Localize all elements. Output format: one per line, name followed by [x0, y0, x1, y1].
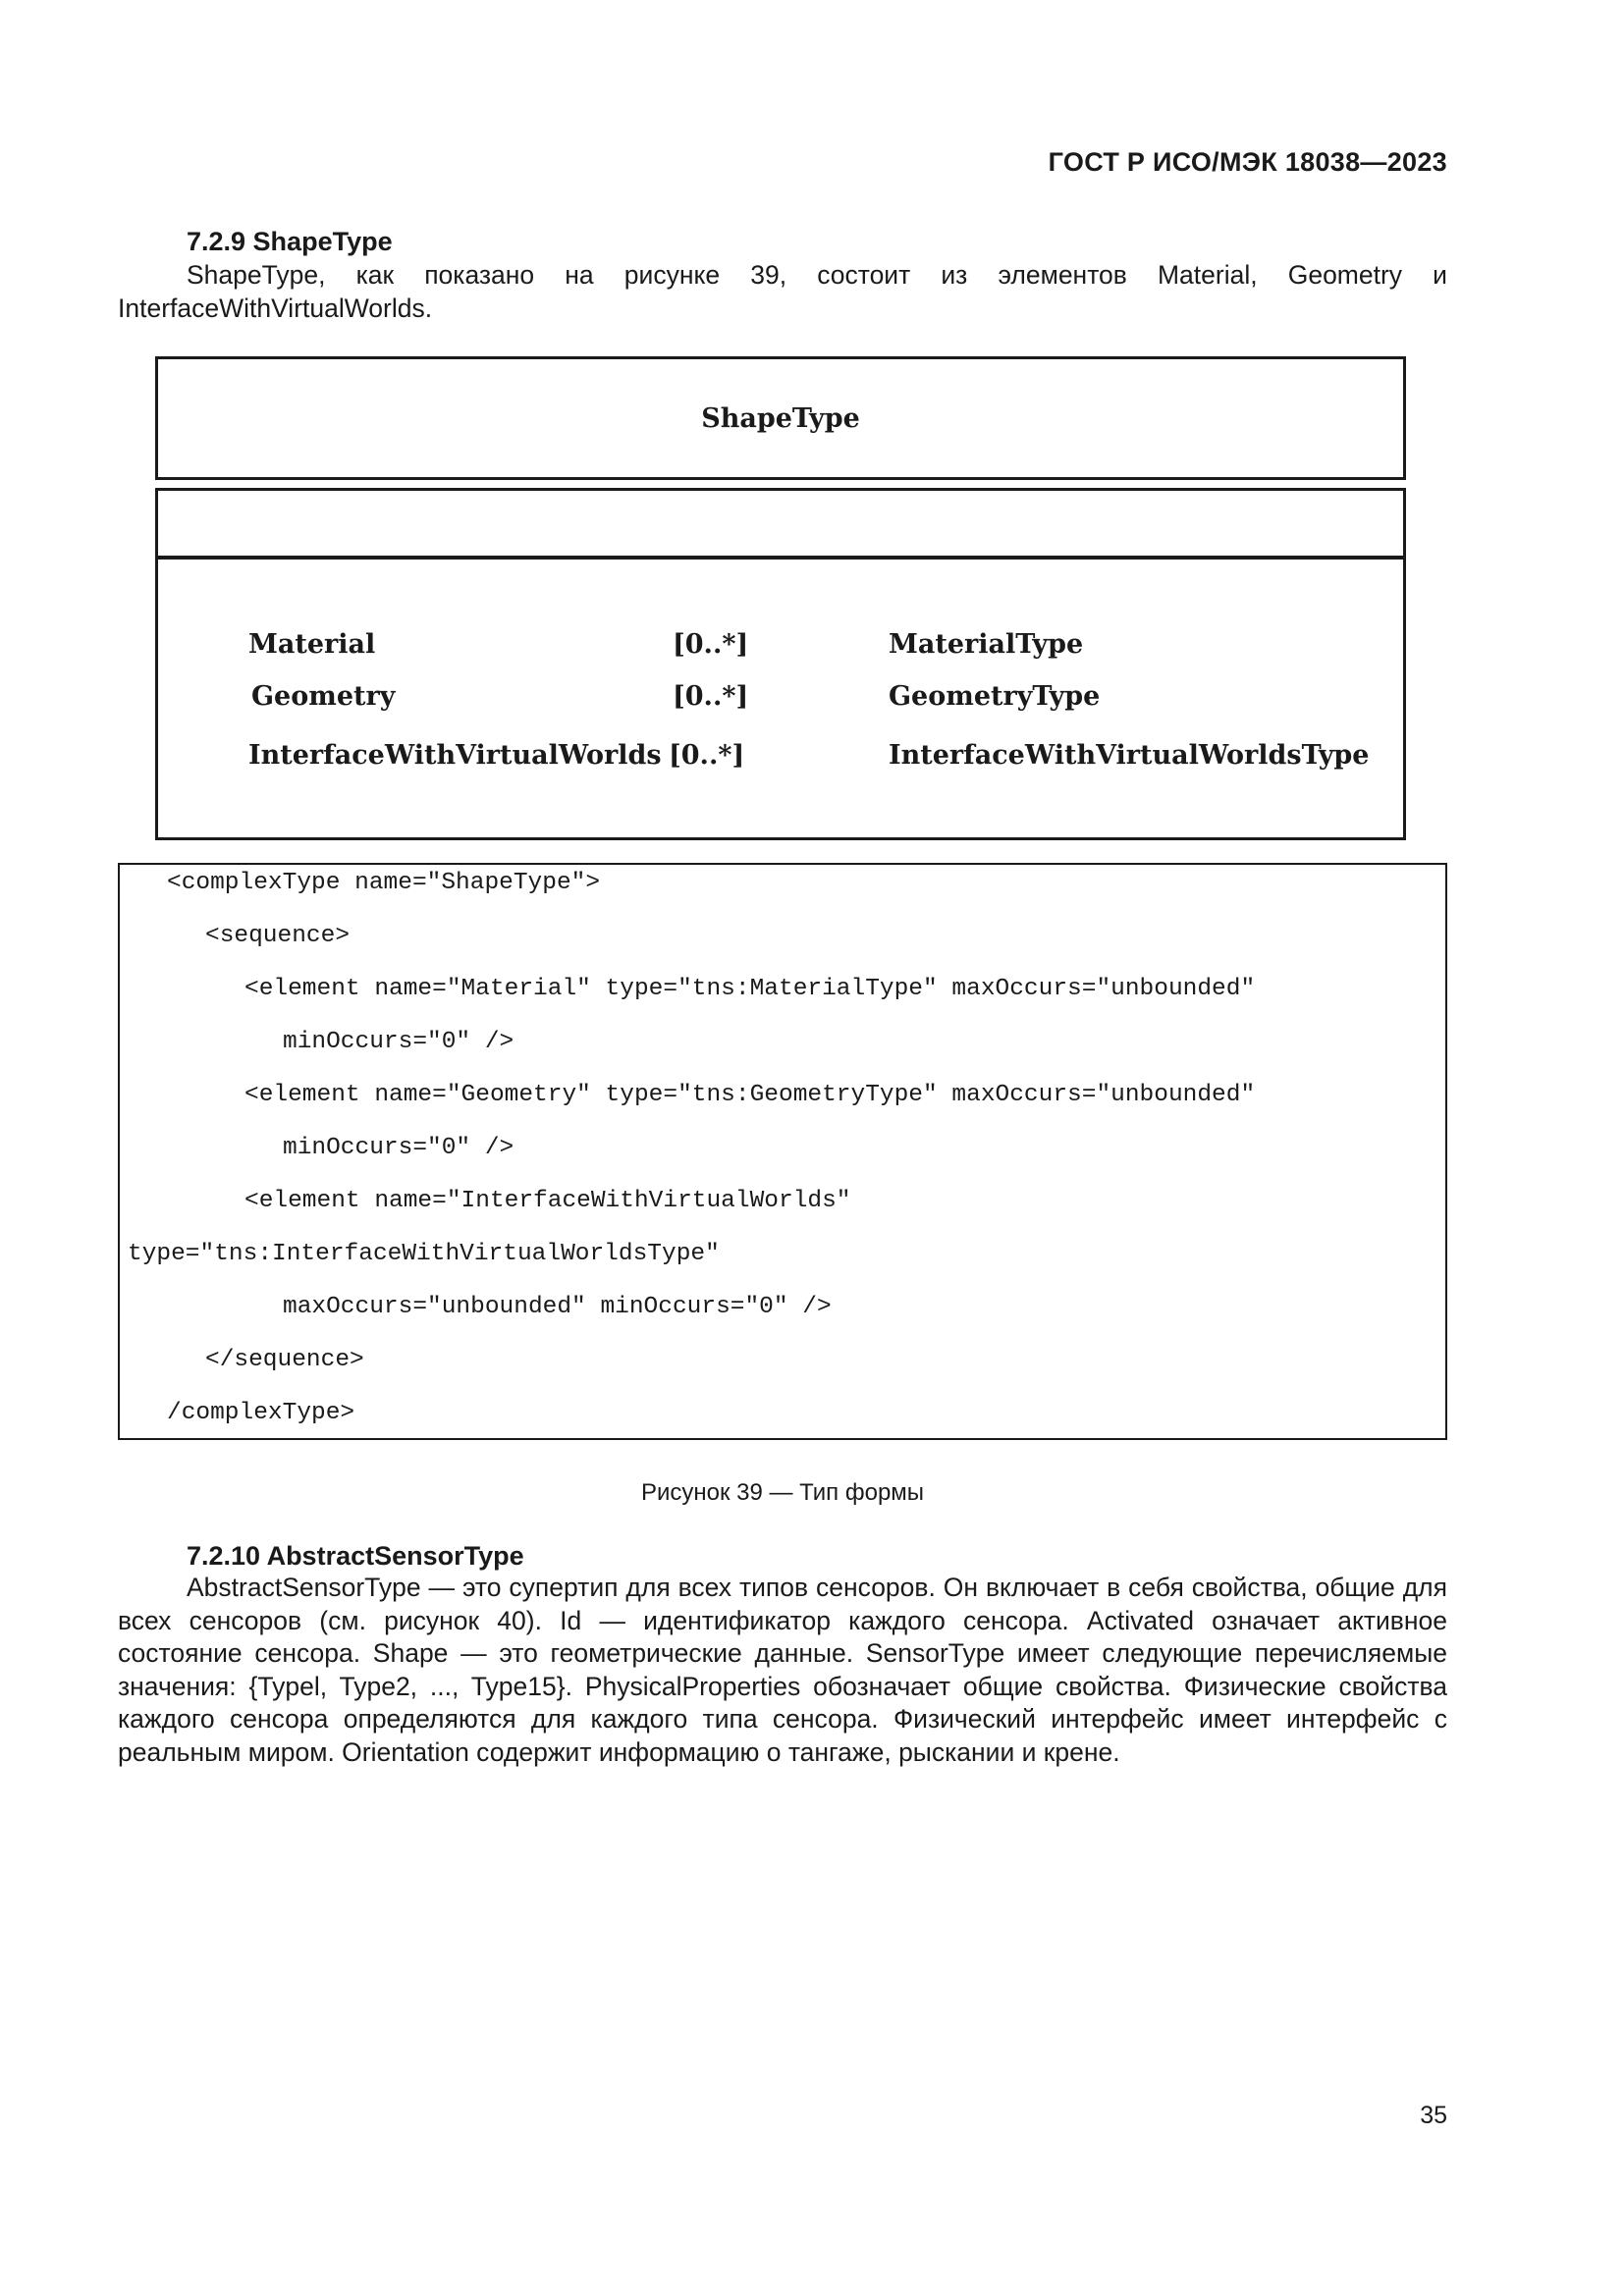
section-7-2-9-text-line1: ShapeType, как показано на рисунке 39, состоит из элементов Material, Geometry и	[187, 260, 1447, 290]
section-7-2-9-text-line2: InterfaceWithVirtualWorlds.	[118, 294, 433, 323]
code-line-1: <complexType name="ShapeType">	[167, 870, 601, 896]
diagram-elements-box	[155, 556, 1406, 840]
element-name-geometry: Geometry	[251, 681, 396, 712]
page-number: 35	[1420, 2102, 1447, 2129]
code-line-2: <sequence>	[205, 923, 351, 949]
code-line-8: type="tns:InterfaceWithVirtualWorldsType"	[128, 1241, 720, 1267]
standard-header: ГОСТ Р ИСО/МЭК 18038—2023	[1048, 147, 1447, 177]
code-line-10: </sequence>	[205, 1347, 364, 1373]
element-type-geometry: GeometryType	[889, 681, 1101, 712]
code-line-3: <element name="Material" type="tns:MaterialType" maxOccurs="unbounded"	[244, 976, 1256, 1002]
section-7-2-10-paragraph	[118, 1572, 1447, 1769]
figure-caption: Рисунок 39 — Тип формы	[640, 1479, 925, 1506]
element-type-interface: InterfaceWithVirtualWorldsType	[889, 740, 1370, 771]
xml-schema-code-box	[118, 863, 1447, 1440]
element-name-material: Material	[248, 629, 376, 660]
code-line-4: minOccurs="0" />	[283, 1029, 514, 1055]
element-name-interface: InterfaceWithVirtualWorlds	[248, 740, 662, 771]
section-7-2-9-paragraph	[118, 259, 1447, 293]
code-line-7: <element name="InterfaceWithVirtualWorlds"	[244, 1188, 851, 1214]
section-heading-7-2-9: 7.2.9 ShapeType	[187, 227, 393, 256]
section-7-2-10-text: AbstractSensorType — это супертип для всех типов сенсоров. Он включает в себя свойства, общие для всех сенсоров (см. рисунок 40). Id — идентификатор каждого сенсора. Activated означает активное состояние сенсора. Shape — это геометрические данные. SensorType имеет следующие перечисляемые значения: {Typel, Type2, ..., Type15}. PhysicalProperties обозначает общие свойства. Физические свойства каждого сенсора определяются для каждого типа сенсора. Физический интерфейс имеет интерфейс с реальным миром. Orientation содержит информацию о тангаже, рыскании и крене.	[118, 1573, 1447, 1767]
code-line-11: /complexType>	[167, 1400, 355, 1426]
element-multiplicity-interface: [0..*]	[669, 740, 745, 771]
diagram-title: ShapeType	[701, 402, 860, 434]
code-line-5: <element name="Geometry" type="tns:GeometryType" maxOccurs="unbounded"	[244, 1082, 1256, 1108]
element-type-material: MaterialType	[889, 629, 1084, 660]
code-line-9: maxOccurs="unbounded" minOccurs="0" />	[283, 1294, 832, 1320]
section-heading-7-2-10: 7.2.10 AbstractSensorType	[187, 1541, 524, 1571]
diagram-attributes-box	[155, 488, 1406, 560]
code-line-6: minOccurs="0" />	[283, 1135, 514, 1161]
element-multiplicity-material: [0..*]	[673, 629, 749, 660]
diagram-title-box	[155, 356, 1406, 480]
element-multiplicity-geometry: [0..*]	[673, 681, 749, 712]
